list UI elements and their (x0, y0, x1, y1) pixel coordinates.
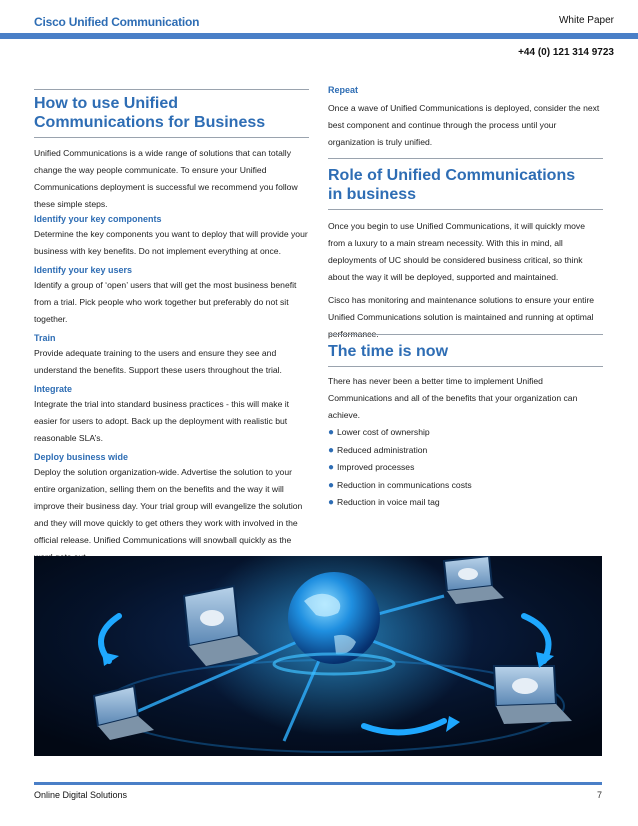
title-line: Communications for Business (34, 114, 266, 131)
step-identify-components (34, 213, 309, 260)
list-item: ● Lower cost of ownership (328, 424, 603, 442)
repeat-paragraph: Once a wave of Unified Communications is deployed, consider the next best component and continue through the process until your organization is truly unified. (328, 103, 600, 147)
role-title-rule (328, 158, 603, 159)
hero-illustration (34, 556, 602, 756)
list-item: ● Reduced administration (328, 442, 603, 460)
role-paragraph-1: Once you begin to use Unified Communications, it will quickly move from a luxury to a main stream necessity. With this in mind, all deployments of UC should be considered business critical, so think about the way it will be deployed, supported and maintained. (328, 221, 585, 282)
step-text: Deploy the solution organization-wide. Advertise the solution to your entire organization, selling them on the benefits and the way it will improve their business day. Your trial group will evangelize the solution and they will move quickly to get others they work with involved in the official release. Unified Communications will snowball quickly as the (34, 467, 303, 545)
step-text: Identify a group of ‘open’ users that will get the most business benefit from a trial. Pick people who work together but preferably do not sit together. (34, 280, 297, 324)
footer-bar (34, 782, 602, 785)
title-line: in business (328, 186, 417, 203)
header-brand: Cisco Unified Communication (34, 15, 200, 29)
step-train (34, 332, 309, 379)
time-title-underline (328, 366, 603, 367)
section-title-role (328, 166, 603, 204)
right-column-role (328, 166, 603, 343)
step-text: Provide adequate training to the users and ensure they see and understand the benefits. Support these users throughout the trial. (34, 348, 282, 375)
step-text: Determine the key components you want to deploy that will provide your business with key benefits. Do not implement everything at once. (34, 229, 308, 256)
section-title-how-to-use (34, 94, 309, 132)
bullet-icon: ● (328, 444, 335, 456)
time-title-rule (328, 334, 603, 335)
intro-paragraph: Unified Communications is a wide range of solutions that can totally change the way people communicate. To ensure your Unified Communications deployment is successful we recommend you follow these simple steps. (34, 148, 298, 209)
step-text: Integrate the trial into standard business practices - this will make it easier for users to adopt. Back up the deployment with realistic but reasonable SLA’s. (34, 399, 290, 443)
left-title-rule (34, 89, 309, 90)
right-column-time (328, 342, 603, 512)
time-paragraph: There has never been a better time to implement Unified Communications and all of the benefits that your organization can achieve. (328, 376, 578, 420)
bullet-icon: ● (328, 497, 335, 508)
list-item: ● Improved processes (328, 459, 603, 477)
list-item: ● Reduction in voice mail tag (328, 494, 603, 512)
role-title-underline (328, 209, 603, 210)
step-identify-users (34, 264, 309, 328)
header-bar (0, 33, 638, 39)
section-title-time: The time is now (328, 343, 449, 360)
step-heading: Deploy business wide (34, 452, 129, 462)
title-line: Role of Unified Communications (328, 167, 576, 184)
bullet-icon: ● (328, 462, 335, 473)
step-heading: Integrate (34, 384, 73, 394)
title-line: How to use Unified (34, 95, 178, 112)
page-number: 7 (596, 790, 602, 800)
benefits-list (328, 424, 603, 512)
list-item: ● Reduction in communications costs (328, 477, 603, 495)
left-column (34, 94, 309, 570)
repeat-heading: Repeat (328, 85, 359, 95)
header-phone: +44 (0) 121 314 9723 (518, 47, 614, 58)
step-heading: Identify your key components (34, 214, 162, 224)
right-column-repeat (328, 84, 603, 151)
left-title-underline (34, 137, 309, 138)
step-heading: Train (34, 333, 56, 343)
header-doc-type: White Paper (558, 15, 614, 26)
network-globe-illustration (34, 556, 602, 756)
role-paragraph-2: Cisco has monitoring and maintenance solutions to ensure your entire Unified Communications solution is maintained and running at optimal performance. (328, 295, 595, 339)
bullet-icon: ● (328, 479, 335, 491)
step-deploy (34, 451, 309, 566)
step-integrate (34, 383, 309, 447)
step-heading: Identify your key users (34, 265, 133, 275)
bullet-icon: ● (328, 427, 335, 438)
footer-company: Online Digital Solutions (34, 790, 128, 800)
